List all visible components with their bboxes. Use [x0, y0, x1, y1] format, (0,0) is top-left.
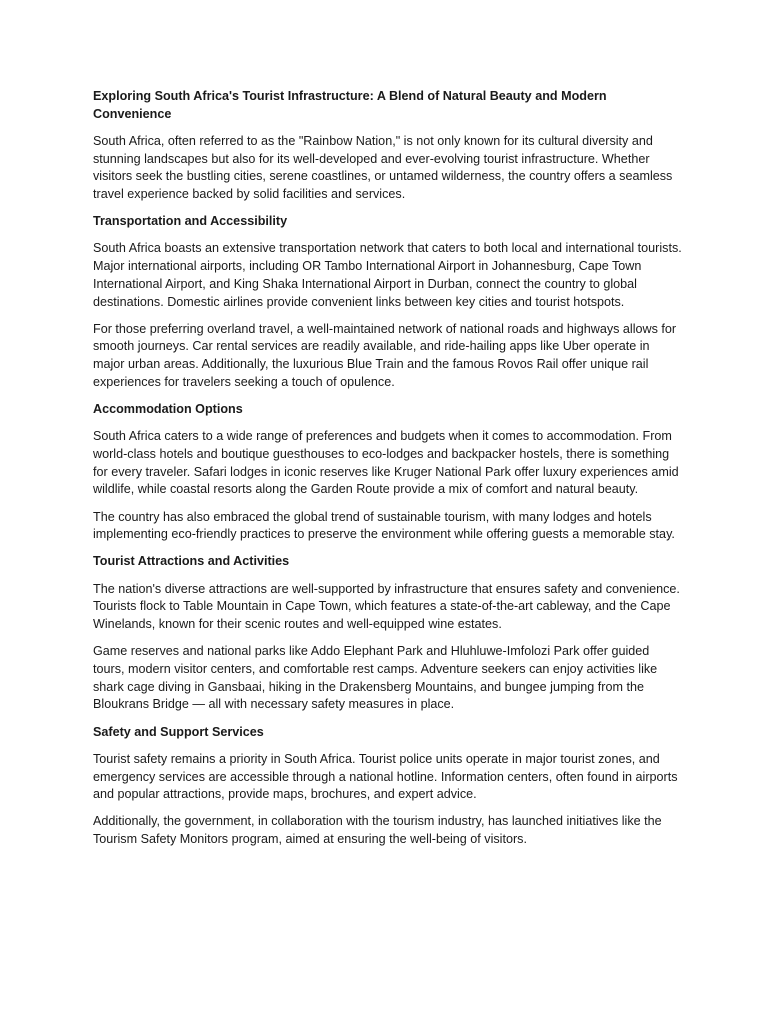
intro-paragraph: South Africa, often referred to as the "Rainbow Nation," is not only known for its cultural diversity and stunning landscapes but also for its well-developed and ever-evolving tourist infrastructure. Whether visitors seek the bustling cities, serene coastlines, or untamed wilderness, the country offers a seamless travel experience backed by solid facilities and services. — [93, 133, 673, 202]
paragraph: The country has also embraced the global trend of sustainable tourism, with many lodges and hotels implementing eco-friendly practices to preserve the environment while offering guests a memorable stay. — [93, 509, 675, 542]
paragraph: South Africa boasts an extensive transportation network that caters to both local and international tourists. Major international airports, including OR Tambo International Airport in Johannesburg, Cape Town International Airport, and King Shaka International Airport in Durban, connect the country to global destinations. Domestic airlines provide convenient links between key cities and tourist hotspots. — [93, 241, 682, 309]
section-heading-attractions: Tourist Attractions and Activities — [93, 554, 290, 569]
document-page — [93, 88, 683, 858]
paragraph: South Africa caters to a wide range of preferences and budgets when it comes to accommodation. From world-class hotels and boutique guesthouses to eco-lodges and backpacker hostels, there is something for every traveler. Safari lodges in iconic reserves like Kruger National Park offer luxury experiences amid wildlife, while coastal resorts along the Garden Route provide a mix of comfort and natural beauty. — [93, 429, 679, 497]
paragraph: Tourist safety remains a priority in South Africa. Tourist police units operate in major tourist zones, and emergency services are accessible through a national hotline. Information centers, often found in airports and popular attractions, provide maps, brochures, and expert advice. — [93, 751, 678, 802]
paragraph: For those preferring overland travel, a well-maintained network of national roads and highways allows for smooth journeys. Car rental services are readily available, and ride-hailing apps like Uber operate in major urban areas. Additionally, the luxurious Blue Train and the famous Rovos Rail offer unique rail experiences for travelers seeking a touch of opulence. — [93, 321, 677, 389]
section-heading-accommodation: Accommodation Options — [93, 402, 243, 417]
document-title: Exploring South Africa's Tourist Infrastructure: A Blend of Natural Beauty and Modern Convenience — [93, 89, 607, 121]
section-heading-safety: Safety and Support Services — [93, 724, 264, 739]
paragraph: Additionally, the government, in collaboration with the tourism industry, has launched initiatives like the Tourism Safety Monitors program, aimed at ensuring the well-being of visitors. — [93, 814, 662, 847]
paragraph: Game reserves and national parks like Addo Elephant Park and Hluhluwe-Imfolozi Park offer guided tours, modern visitor centers, and comfortable rest camps. Adventure seekers can enjoy activities like shark cage diving in Gansbaai, hiking in the Drakensberg Mountains, and bungee jumping from the Bloukrans Bridge — all with necessary safety measures in place. — [93, 644, 658, 712]
section-heading-transportation: Transportation and Accessibility — [93, 214, 288, 229]
paragraph: The nation's diverse attractions are well-supported by infrastructure that ensures safety and convenience. Tourists flock to Table Mountain in Cape Town, which features a state-of-the-art cableway, and the Cape Winelands, known for their scenic routes and well-equipped wine estates. — [93, 581, 680, 632]
